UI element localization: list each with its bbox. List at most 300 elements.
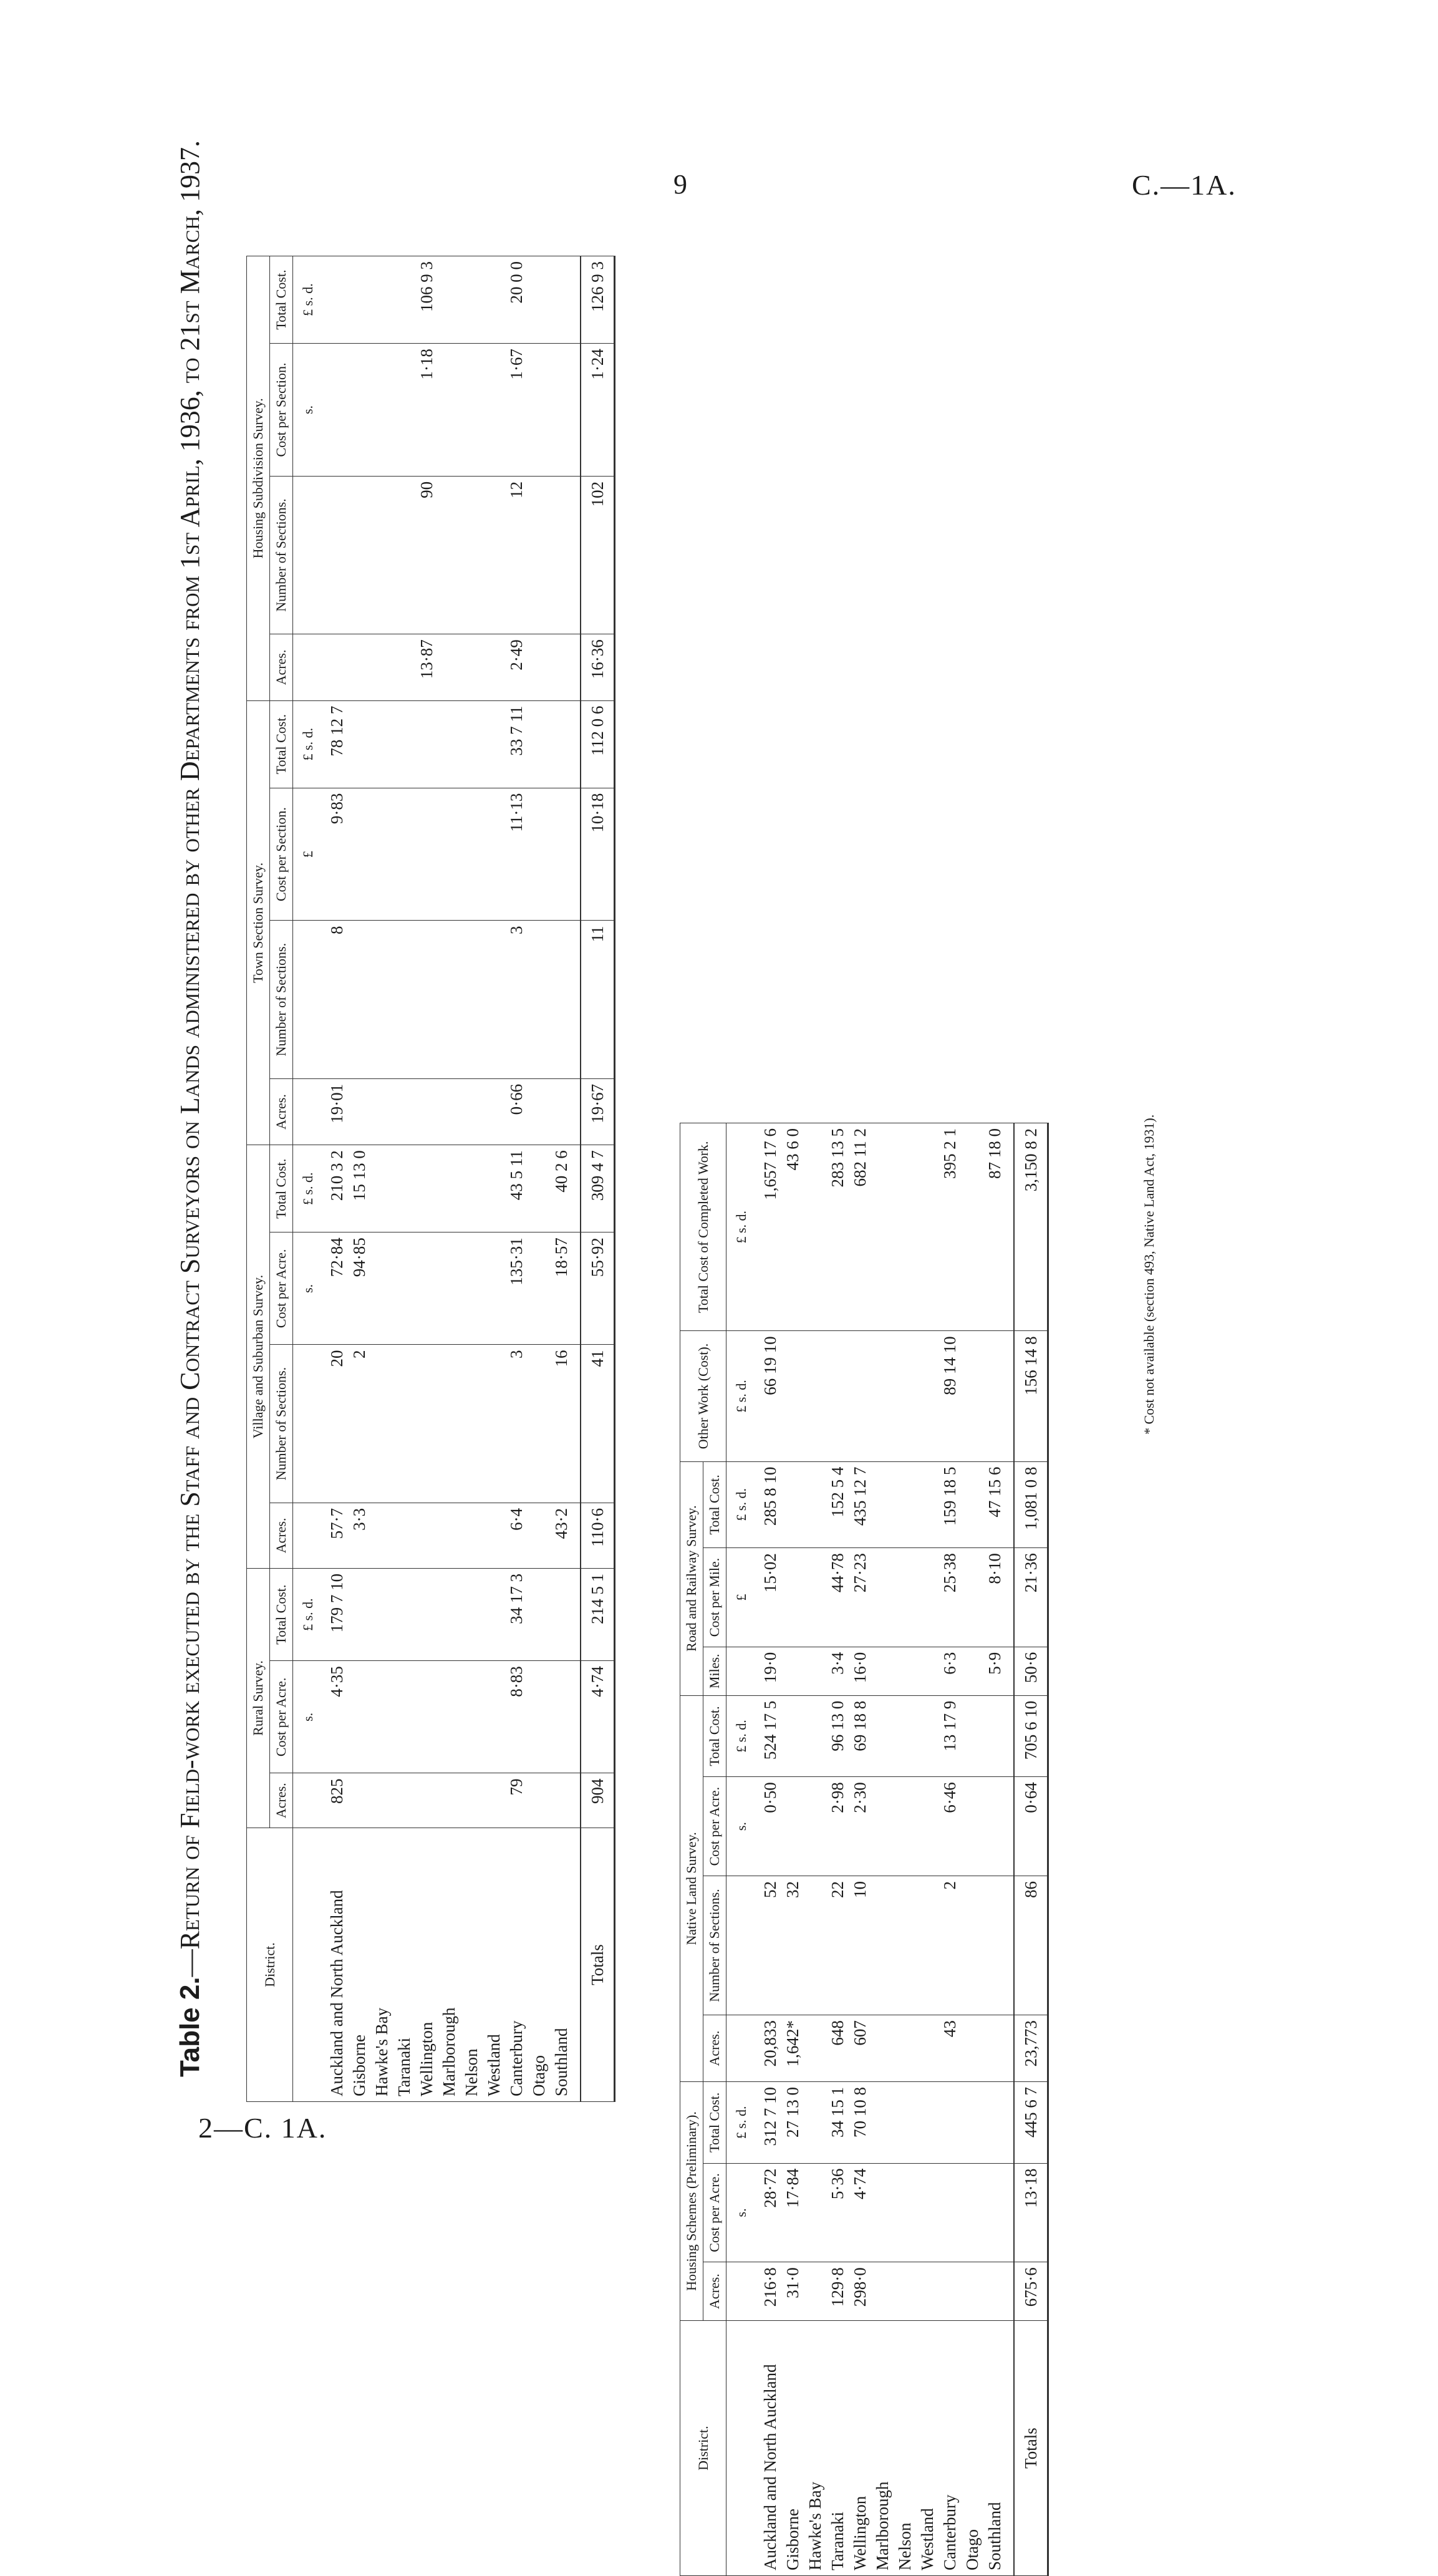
value-cell <box>983 1777 1014 1876</box>
district-cell: Wellington <box>415 1828 438 2102</box>
value-cell <box>483 1503 505 1568</box>
value-cell: 12 <box>505 476 528 634</box>
value-cell <box>916 1876 939 2015</box>
total-cell: 4·74 <box>581 1661 615 1773</box>
value-cell <box>804 2262 826 2321</box>
value-cell <box>894 1647 916 1695</box>
units-row <box>293 256 317 2102</box>
value-cell <box>804 2163 826 2262</box>
value-cell <box>961 1647 983 1695</box>
value-cell: 28·72 <box>750 2163 781 2262</box>
value-cell <box>871 1876 894 2015</box>
value-cell <box>393 634 415 700</box>
district-cell: Gisborne <box>781 2321 804 2576</box>
total-cell: 675·6 <box>1014 2262 1048 2321</box>
value-cell <box>983 1331 1014 1461</box>
housing-cost-per-section-header: Cost per Section. <box>270 344 293 477</box>
value-cell <box>415 788 438 921</box>
value-cell <box>871 1123 894 1331</box>
document-code-footer: 2—C. 1A. <box>198 2112 327 2144</box>
value-cell: 47 15 6 <box>983 1461 1014 1548</box>
nl-cost-per-acre-header: Cost per Acre. <box>703 1777 726 1876</box>
value-cell: 27 13 0 <box>781 2082 804 2164</box>
value-cell <box>393 344 415 477</box>
unit-label: £ <box>293 788 317 921</box>
value-cell: 1·18 <box>415 344 438 477</box>
town-acres-header: Acres. <box>270 1078 293 1145</box>
value-cell <box>528 1232 550 1345</box>
value-cell <box>317 634 348 700</box>
total-cell: 21·36 <box>1014 1548 1048 1647</box>
rural-acres-header: Acres. <box>270 1773 293 1828</box>
value-cell <box>550 1078 581 1145</box>
total-cell: 112 0 6 <box>581 700 615 788</box>
value-cell <box>438 788 460 921</box>
value-cell: 3·3 <box>348 1503 370 1568</box>
value-cell <box>393 1078 415 1145</box>
page-number: 9 <box>673 169 687 200</box>
value-cell <box>916 1777 939 1876</box>
document-code: C.—1A. <box>1132 169 1237 201</box>
district-cell: Otago <box>961 2321 983 2576</box>
value-cell <box>916 1123 939 1331</box>
district-cell: Canterbury <box>505 1828 528 2102</box>
survey-table-1-container <box>246 256 615 2102</box>
value-cell <box>804 1548 826 1647</box>
value-cell: 9·83 <box>317 788 348 921</box>
table-label: Table 2. <box>175 1977 205 2077</box>
unit-label: s. <box>726 2163 751 2262</box>
value-cell <box>781 1647 804 1695</box>
district-cell: Hawke's Bay <box>370 1828 393 2102</box>
value-cell: 11·13 <box>505 788 528 921</box>
value-cell <box>415 921 438 1078</box>
value-cell <box>894 1548 916 1647</box>
value-cell: 40 2 6 <box>550 1145 581 1232</box>
table-row <box>460 256 483 2102</box>
value-cell: 5·9 <box>983 1647 1014 1695</box>
value-cell: 43 6 0 <box>781 1123 804 1331</box>
value-cell <box>370 476 393 634</box>
value-cell <box>528 1773 550 1828</box>
town-cost-per-section-header: Cost per Section. <box>270 788 293 921</box>
value-cell <box>804 1123 826 1331</box>
value-cell <box>781 1777 804 1876</box>
value-cell: 1·67 <box>505 344 528 477</box>
value-cell <box>961 1777 983 1876</box>
total-cell: 156 14 8 <box>1014 1331 1048 1461</box>
value-cell: 13 17 9 <box>939 1695 961 1777</box>
value-cell <box>370 1503 393 1568</box>
total-cell: 41 <box>581 1345 615 1503</box>
value-cell <box>916 1548 939 1647</box>
value-cell: 216·8 <box>750 2262 781 2321</box>
value-cell <box>370 1568 393 1660</box>
unit-label: £ s. d. <box>726 1331 751 1461</box>
value-cell <box>983 1695 1014 1777</box>
total-cell: 3,150 8 2 <box>1014 1123 1048 1331</box>
value-cell <box>348 634 370 700</box>
value-cell <box>894 2163 916 2262</box>
total-cell: 10·18 <box>581 788 615 921</box>
table-row <box>849 1123 871 2576</box>
table-row <box>826 1123 849 2576</box>
total-cell: 23,773 <box>1014 2015 1048 2082</box>
table-title <box>171 140 253 2077</box>
value-cell <box>393 1145 415 1232</box>
value-cell <box>483 1661 505 1773</box>
value-cell <box>916 1331 939 1461</box>
value-cell: 1,642* <box>781 2015 804 2082</box>
unit-label: £ s. d. <box>293 256 317 344</box>
housing-subdivision-header: Housing Subdivision Survey. <box>247 256 270 701</box>
unit-label: s. <box>293 1661 317 1773</box>
value-cell: 18·57 <box>550 1232 581 1345</box>
hs-total-cost-header: Total Cost. <box>703 2082 726 2164</box>
value-cell <box>370 921 393 1078</box>
value-cell <box>348 256 370 344</box>
unit-label: £ s. d. <box>293 1145 317 1232</box>
native-land-header: Native Land Survey. <box>680 1695 703 2081</box>
housing-acres-header: Acres. <box>270 634 293 700</box>
value-cell <box>961 1331 983 1461</box>
value-cell <box>438 634 460 700</box>
rr-cost-per-mile-header: Cost per Mile. <box>703 1548 726 1647</box>
table-row <box>438 256 460 2102</box>
value-cell <box>483 344 505 477</box>
value-cell: 20 0 0 <box>505 256 528 344</box>
value-cell <box>804 1461 826 1548</box>
value-cell: 6·3 <box>939 1647 961 1695</box>
value-cell: 607 <box>849 2015 871 2082</box>
district-header: District. <box>680 2321 726 2576</box>
rural-total-cost-header: Total Cost. <box>270 1568 293 1660</box>
table-row <box>961 1123 983 2576</box>
value-cell <box>961 2262 983 2321</box>
value-cell <box>781 1548 804 1647</box>
value-cell: 15·02 <box>750 1548 781 1647</box>
value-cell: 94·85 <box>348 1232 370 1345</box>
value-cell <box>460 344 483 477</box>
total-cell: 1·24 <box>581 344 615 477</box>
value-cell <box>550 634 581 700</box>
value-cell <box>393 921 415 1078</box>
value-cell <box>483 256 505 344</box>
value-cell <box>871 1777 894 1876</box>
value-cell: 79 <box>505 1773 528 1828</box>
total-cell: 309 4 7 <box>581 1145 615 1232</box>
totals-label: Totals <box>1014 2321 1048 2576</box>
value-cell: 78 12 7 <box>317 700 348 788</box>
value-cell <box>438 1232 460 1345</box>
table-row <box>393 256 415 2102</box>
value-cell: 2·30 <box>849 1777 871 1876</box>
housing-sections-header: Number of Sections. <box>270 476 293 634</box>
value-cell <box>528 1145 550 1232</box>
value-cell <box>460 921 483 1078</box>
total-cell: 86 <box>1014 1876 1048 2015</box>
survey-table-1 <box>246 256 615 2102</box>
value-cell <box>460 1568 483 1660</box>
value-cell: 25·38 <box>939 1548 961 1647</box>
value-cell: 8 <box>317 921 348 1078</box>
survey-table-2-container <box>680 1123 1049 2576</box>
value-cell <box>528 476 550 634</box>
value-cell <box>393 788 415 921</box>
total-cell: 445 6 7 <box>1014 2082 1048 2164</box>
unit-label: £ s. d. <box>293 1568 317 1660</box>
table-row <box>415 256 438 2102</box>
value-cell <box>804 1695 826 1777</box>
value-cell: 90 <box>415 476 438 634</box>
value-cell <box>370 1345 393 1503</box>
value-cell <box>348 700 370 788</box>
value-cell: 15 13 0 <box>348 1145 370 1232</box>
totals-label: Totals <box>581 1828 615 2102</box>
value-cell: 34 15 1 <box>826 2082 849 2164</box>
value-cell <box>370 1661 393 1773</box>
total-cell: 13·18 <box>1014 2163 1048 2262</box>
value-cell: 152 5 4 <box>826 1461 849 1548</box>
total-cell: 102 <box>581 476 615 634</box>
value-cell <box>916 2163 939 2262</box>
value-cell <box>528 1345 550 1503</box>
value-cell: 52 <box>750 1876 781 2015</box>
district-cell: Marlborough <box>871 2321 894 2576</box>
value-cell: 89 14 10 <box>939 1331 961 1461</box>
district-cell: Southland <box>550 1828 581 2102</box>
nl-sections-header: Number of Sections. <box>703 1876 726 2015</box>
value-cell <box>483 1232 505 1345</box>
district-cell: Wellington <box>849 2321 871 2576</box>
value-cell <box>916 2015 939 2082</box>
value-cell <box>939 2163 961 2262</box>
value-cell <box>460 1503 483 1568</box>
value-cell: 16 <box>550 1345 581 1503</box>
value-cell <box>348 1661 370 1773</box>
value-cell: 17·84 <box>781 2163 804 2262</box>
value-cell <box>871 2082 894 2164</box>
table-row <box>317 256 348 2102</box>
district-cell: Gisborne <box>348 1828 370 2102</box>
value-cell: 3 <box>505 921 528 1078</box>
district-cell: Taranaki <box>393 1828 415 2102</box>
value-cell: 129·8 <box>826 2262 849 2321</box>
value-cell <box>317 344 348 477</box>
value-cell: 682 11 2 <box>849 1123 871 1331</box>
total-cell: 16·36 <box>581 634 615 700</box>
value-cell <box>393 1345 415 1503</box>
value-cell: 2 <box>939 1876 961 2015</box>
total-cell: 55·92 <box>581 1232 615 1345</box>
value-cell <box>370 788 393 921</box>
value-cell <box>393 1503 415 1568</box>
value-cell <box>961 1695 983 1777</box>
value-cell <box>528 1661 550 1773</box>
value-cell <box>415 1661 438 1773</box>
unit-label: £ s. d. <box>726 2082 751 2164</box>
value-cell: 13·87 <box>415 634 438 700</box>
value-cell <box>550 788 581 921</box>
total-cell: 214 5 1 <box>581 1568 615 1660</box>
value-cell <box>528 788 550 921</box>
value-cell <box>483 1145 505 1232</box>
value-cell: 135·31 <box>505 1232 528 1345</box>
value-cell <box>916 2262 939 2321</box>
value-cell <box>894 1331 916 1461</box>
value-cell <box>317 256 348 344</box>
value-cell: 19·0 <box>750 1647 781 1695</box>
value-cell: 285 8 10 <box>750 1461 781 1548</box>
unit-label: s. <box>293 344 317 477</box>
value-cell <box>483 476 505 634</box>
value-cell <box>894 2082 916 2164</box>
value-cell <box>983 2163 1014 2262</box>
total-cell: 19·67 <box>581 1078 615 1145</box>
table-row <box>916 1123 939 2576</box>
table-row <box>894 1123 916 2576</box>
value-cell <box>961 2163 983 2262</box>
district-cell: Nelson <box>894 2321 916 2576</box>
value-cell: 6·46 <box>939 1777 961 1876</box>
value-cell <box>483 788 505 921</box>
value-cell <box>916 1461 939 1548</box>
value-cell: 31·0 <box>781 2262 804 2321</box>
value-cell <box>871 2262 894 2321</box>
value-cell <box>438 344 460 477</box>
town-survey-header: Town Section Survey. <box>247 700 270 1145</box>
unit-label: £ s. d. <box>293 700 317 788</box>
value-cell <box>483 700 505 788</box>
unit-label: s. <box>293 1232 317 1345</box>
hs-cost-per-acre-header: Cost per Acre. <box>703 2163 726 2262</box>
district-cell: Westland <box>483 1828 505 2102</box>
value-cell <box>460 1345 483 1503</box>
value-cell: 435 12 7 <box>849 1461 871 1548</box>
value-cell <box>894 2262 916 2321</box>
value-cell: 648 <box>826 2015 849 2082</box>
value-cell: 70 10 8 <box>849 2082 871 2164</box>
value-cell: 3 <box>505 1345 528 1503</box>
value-cell: 159 18 5 <box>939 1461 961 1548</box>
unit-label: £ s. d. <box>726 1123 751 1331</box>
value-cell: 32 <box>781 1876 804 2015</box>
value-cell <box>415 1078 438 1145</box>
value-cell <box>415 1145 438 1232</box>
value-cell <box>871 2015 894 2082</box>
value-cell: 524 17 5 <box>750 1695 781 1777</box>
value-cell <box>550 344 581 477</box>
rr-miles-header: Miles. <box>703 1647 726 1695</box>
survey-table-2 <box>680 1123 1049 2576</box>
value-cell <box>804 1331 826 1461</box>
table-row <box>528 256 550 2102</box>
total-cell: 1,081 0 8 <box>1014 1461 1048 1548</box>
village-cost-per-acre-header: Cost per Acre. <box>270 1232 293 1345</box>
district-cell: Nelson <box>460 1828 483 2102</box>
table-row <box>348 256 370 2102</box>
value-cell <box>916 1695 939 1777</box>
value-cell <box>894 2015 916 2082</box>
value-cell <box>317 476 348 634</box>
value-cell <box>348 1568 370 1660</box>
value-cell <box>370 634 393 700</box>
value-cell: 72·84 <box>317 1232 348 1345</box>
value-cell <box>550 921 581 1078</box>
value-cell <box>781 1695 804 1777</box>
value-cell <box>370 1232 393 1345</box>
value-cell: 33 7 11 <box>505 700 528 788</box>
table-row <box>483 256 505 2102</box>
value-cell <box>528 1078 550 1145</box>
unit-label: s. <box>726 1777 751 1876</box>
value-cell <box>415 1773 438 1828</box>
value-cell <box>781 1461 804 1548</box>
table-row <box>983 1123 1014 2576</box>
value-cell: 8·83 <box>505 1661 528 1773</box>
value-cell: 0·66 <box>505 1078 528 1145</box>
footnote: * Cost not available (section 493, Native Land Act, 1931). <box>1141 1114 1157 1435</box>
table-row <box>370 256 393 2102</box>
housing-total-cost-header: Total Cost. <box>270 256 293 344</box>
value-cell <box>983 1876 1014 2015</box>
value-cell: 66 19 10 <box>750 1331 781 1461</box>
value-cell <box>871 1461 894 1548</box>
hs-acres-header: Acres. <box>703 2262 726 2321</box>
district-cell: Auckland and North Auckland <box>750 2321 781 2576</box>
value-cell <box>939 2082 961 2164</box>
nl-total-cost-header: Total Cost. <box>703 1695 726 1777</box>
unit-label: £ s. d. <box>726 1695 751 1777</box>
district-cell: Westland <box>916 2321 939 2576</box>
value-cell <box>804 2015 826 2082</box>
value-cell <box>550 476 581 634</box>
unit-label: £ s. d. <box>726 1461 751 1548</box>
value-cell <box>393 700 415 788</box>
value-cell <box>961 1876 983 2015</box>
village-survey-header: Village and Suburban Survey. <box>247 1145 270 1569</box>
total-cell: 110·6 <box>581 1503 615 1568</box>
total-cell: 126 9 3 <box>581 256 615 344</box>
value-cell: 16·0 <box>849 1647 871 1695</box>
total-cell: 0·64 <box>1014 1777 1048 1876</box>
value-cell <box>528 921 550 1078</box>
value-cell <box>528 344 550 477</box>
value-cell: 5·36 <box>826 2163 849 2262</box>
totals-row <box>1014 1123 1048 2576</box>
value-cell <box>348 788 370 921</box>
unit-label: £ <box>726 1548 751 1647</box>
value-cell <box>460 788 483 921</box>
value-cell: 34 17 3 <box>505 1568 528 1660</box>
value-cell <box>894 1876 916 2015</box>
value-cell <box>393 1773 415 1828</box>
value-cell <box>894 1123 916 1331</box>
value-cell <box>438 700 460 788</box>
nl-acres-header: Acres. <box>703 2015 726 2082</box>
total-cell: 11 <box>581 921 615 1078</box>
value-cell: 210 3 2 <box>317 1145 348 1232</box>
value-cell <box>438 476 460 634</box>
value-cell <box>370 1145 393 1232</box>
value-cell: 27·23 <box>849 1548 871 1647</box>
total-cell: 50·6 <box>1014 1647 1048 1695</box>
value-cell <box>460 1078 483 1145</box>
value-cell <box>781 1331 804 1461</box>
table-row <box>550 256 581 2102</box>
value-cell <box>460 1661 483 1773</box>
value-cell <box>983 2015 1014 2082</box>
